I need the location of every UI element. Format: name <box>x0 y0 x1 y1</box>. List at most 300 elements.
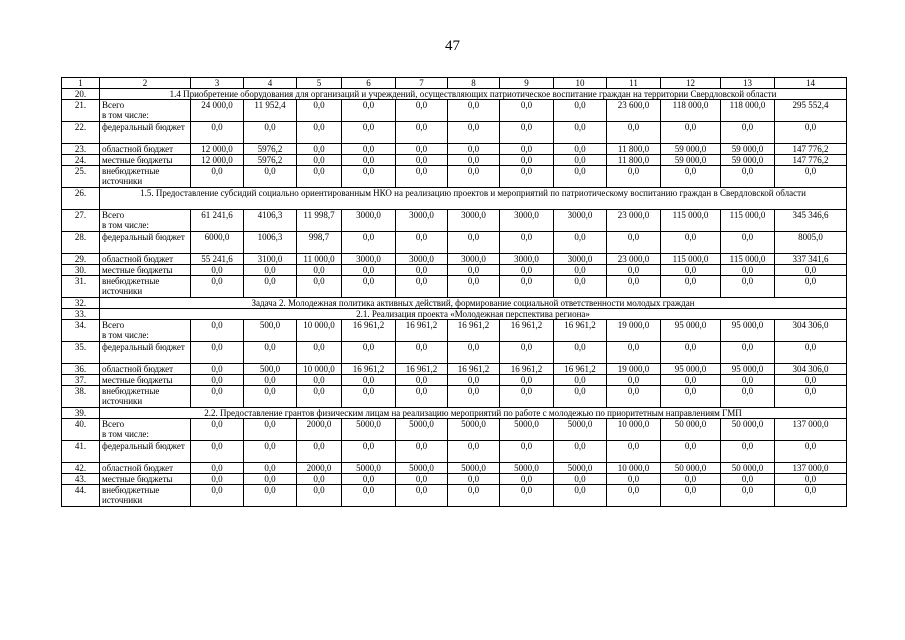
value-cell: 0,0 <box>661 232 721 254</box>
row-number: 39. <box>62 408 100 419</box>
value-cell: 0,0 <box>297 155 342 166</box>
value-cell: 0,0 <box>448 144 500 155</box>
value-cell: 0,0 <box>396 276 448 298</box>
value-cell: 0,0 <box>607 485 661 507</box>
value-cell: 0,0 <box>396 386 448 408</box>
value-cell: 0,0 <box>191 419 244 441</box>
value-cell: 2000,0 <box>297 463 342 474</box>
table-row <box>62 254 847 265</box>
value-cell: 3100,0 <box>244 254 297 265</box>
value-cell: 304 306,0 <box>775 320 847 342</box>
value-cell: 0,0 <box>396 474 448 485</box>
row-number: 33. <box>62 309 100 320</box>
value-cell: 337 341,6 <box>775 254 847 265</box>
value-cell: 0,0 <box>396 155 448 166</box>
header-cell: 13 <box>721 78 775 89</box>
row-label: местные бюджеты <box>100 265 191 276</box>
value-cell: 16 961,2 <box>500 320 554 342</box>
value-cell: 0,0 <box>191 276 244 298</box>
value-cell: 0,0 <box>342 441 396 463</box>
value-cell: 0,0 <box>775 166 847 188</box>
row-number: 26. <box>62 188 100 210</box>
header-cell: 5 <box>297 78 342 89</box>
value-cell: 118 000,0 <box>661 100 721 122</box>
value-cell: 8005,0 <box>775 232 847 254</box>
value-cell: 0,0 <box>661 485 721 507</box>
value-cell: 0,0 <box>297 265 342 276</box>
value-cell: 0,0 <box>607 276 661 298</box>
value-cell: 0,0 <box>342 265 396 276</box>
value-cell: 0,0 <box>297 474 342 485</box>
row-label: федеральный бюджет <box>100 342 191 364</box>
value-cell: 0,0 <box>448 386 500 408</box>
value-cell: 5976,2 <box>244 144 297 155</box>
value-cell: 2000,0 <box>297 419 342 441</box>
value-cell: 0,0 <box>448 122 500 144</box>
value-cell: 1006,3 <box>244 232 297 254</box>
value-cell: 147 776,2 <box>775 155 847 166</box>
value-cell: 137 000,0 <box>775 463 847 474</box>
value-cell: 0,0 <box>191 265 244 276</box>
row-number: 37. <box>62 375 100 386</box>
value-cell: 0,0 <box>396 441 448 463</box>
row-label: местные бюджеты <box>100 474 191 485</box>
row-number: 40. <box>62 419 100 441</box>
value-cell: 0,0 <box>297 100 342 122</box>
value-cell: 0,0 <box>342 144 396 155</box>
value-cell: 0,0 <box>191 441 244 463</box>
value-cell: 23 000,0 <box>607 254 661 265</box>
table-row <box>62 320 847 342</box>
page-number: 47 <box>445 38 460 54</box>
value-cell: 0,0 <box>244 122 297 144</box>
value-cell: 5000,0 <box>342 463 396 474</box>
value-cell: 500,0 <box>244 364 297 375</box>
value-cell: 0,0 <box>661 265 721 276</box>
value-cell: 0,0 <box>448 276 500 298</box>
row-number: 27. <box>62 210 100 232</box>
value-cell: 23 000,0 <box>607 210 661 232</box>
value-cell: 0,0 <box>721 122 775 144</box>
row-number: 21. <box>62 100 100 122</box>
value-cell: 0,0 <box>244 419 297 441</box>
row-number: 22. <box>62 122 100 144</box>
value-cell: 4106,3 <box>244 210 297 232</box>
value-cell: 0,0 <box>607 166 661 188</box>
section-row <box>62 309 847 320</box>
value-cell: 0,0 <box>191 485 244 507</box>
value-cell: 0,0 <box>396 342 448 364</box>
value-cell: 0,0 <box>244 342 297 364</box>
section-title: 2.2. Предоставление грантов физическим лицам на реализацию мероприятий по работе с молодежью по приоритетным направлениям ГМП <box>100 408 847 419</box>
value-cell: 0,0 <box>721 276 775 298</box>
value-cell: 0,0 <box>721 232 775 254</box>
value-cell: 0,0 <box>396 144 448 155</box>
section-title: 1.4 Приобретение оборудования для организаций и учреждений, осуществляющих патриотическое воспитание граждан на территории Свердловской области <box>100 89 847 100</box>
value-cell: 0,0 <box>297 485 342 507</box>
value-cell: 115 000,0 <box>721 254 775 265</box>
value-cell: 5000,0 <box>448 463 500 474</box>
value-cell: 11 998,7 <box>297 210 342 232</box>
value-cell: 50 000,0 <box>721 463 775 474</box>
value-cell: 0,0 <box>342 232 396 254</box>
value-cell: 0,0 <box>191 386 244 408</box>
value-cell: 0,0 <box>342 375 396 386</box>
value-cell: 3000,0 <box>342 254 396 265</box>
value-cell: 0,0 <box>297 441 342 463</box>
value-cell: 3000,0 <box>448 210 500 232</box>
value-cell: 0,0 <box>554 122 607 144</box>
value-cell: 0,0 <box>607 342 661 364</box>
value-cell: 0,0 <box>500 144 554 155</box>
section-title: 1.5. Предоставление субсидий социально ориентированным НКО на реализацию проектов и мероприятий по патриотическому воспитанию граждан в Свердловской области <box>100 188 847 210</box>
value-cell: 0,0 <box>448 155 500 166</box>
value-cell: 0,0 <box>342 485 396 507</box>
section-title: Задача 2. Молодежная политика активных действий, формирование социальной ответственности молодых граждан <box>100 298 847 309</box>
value-cell: 0,0 <box>500 155 554 166</box>
value-cell: 0,0 <box>191 320 244 342</box>
value-cell: 0,0 <box>554 474 607 485</box>
row-label: внебюджетные источники <box>100 485 191 507</box>
value-cell: 0,0 <box>721 265 775 276</box>
value-cell: 0,0 <box>396 232 448 254</box>
value-cell: 147 776,2 <box>775 144 847 155</box>
value-cell: 0,0 <box>607 375 661 386</box>
value-cell: 0,0 <box>500 342 554 364</box>
value-cell: 55 241,6 <box>191 254 244 265</box>
table-row <box>62 100 847 122</box>
value-cell: 0,0 <box>396 166 448 188</box>
table-row <box>62 276 847 298</box>
row-number: 25. <box>62 166 100 188</box>
value-cell: 0,0 <box>721 386 775 408</box>
value-cell: 16 961,2 <box>448 320 500 342</box>
value-cell: 10 000,0 <box>297 320 342 342</box>
value-cell: 95 000,0 <box>721 364 775 375</box>
value-cell: 0,0 <box>297 122 342 144</box>
value-cell: 0,0 <box>721 474 775 485</box>
value-cell: 0,0 <box>244 485 297 507</box>
value-cell: 10 000,0 <box>607 419 661 441</box>
row-number: 34. <box>62 320 100 342</box>
value-cell: 0,0 <box>342 474 396 485</box>
value-cell: 304 306,0 <box>775 364 847 375</box>
value-cell: 10 000,0 <box>607 463 661 474</box>
header-cell: 9 <box>500 78 554 89</box>
value-cell: 5000,0 <box>396 463 448 474</box>
value-cell: 16 961,2 <box>342 320 396 342</box>
value-cell: 0,0 <box>297 166 342 188</box>
value-cell: 0,0 <box>342 100 396 122</box>
value-cell: 0,0 <box>448 232 500 254</box>
value-cell: 0,0 <box>661 474 721 485</box>
table-row <box>62 474 847 485</box>
row-label: федеральный бюджет <box>100 441 191 463</box>
value-cell: 50 000,0 <box>661 419 721 441</box>
value-cell: 0,0 <box>775 485 847 507</box>
value-cell: 0,0 <box>500 265 554 276</box>
value-cell: 16 961,2 <box>396 364 448 375</box>
value-cell: 0,0 <box>554 375 607 386</box>
table-row <box>62 155 847 166</box>
table-row <box>62 144 847 155</box>
value-cell: 0,0 <box>244 375 297 386</box>
row-label: внебюджетные источники <box>100 166 191 188</box>
value-cell: 0,0 <box>721 485 775 507</box>
value-cell: 0,0 <box>554 144 607 155</box>
value-cell: 95 000,0 <box>661 364 721 375</box>
header-cell: 4 <box>244 78 297 89</box>
value-cell: 5000,0 <box>396 419 448 441</box>
value-cell: 115 000,0 <box>721 210 775 232</box>
header-cell: 1 <box>62 78 100 89</box>
value-cell: 0,0 <box>448 474 500 485</box>
value-cell: 0,0 <box>554 386 607 408</box>
value-cell: 0,0 <box>775 276 847 298</box>
value-cell: 11 952,4 <box>244 100 297 122</box>
value-cell: 0,0 <box>661 166 721 188</box>
value-cell: 12 000,0 <box>191 155 244 166</box>
value-cell: 0,0 <box>775 375 847 386</box>
value-cell: 0,0 <box>607 232 661 254</box>
value-cell: 0,0 <box>554 100 607 122</box>
value-cell: 3000,0 <box>554 210 607 232</box>
value-cell: 59 000,0 <box>721 155 775 166</box>
table-row <box>62 122 847 144</box>
value-cell: 11 800,0 <box>607 155 661 166</box>
value-cell: 0,0 <box>607 386 661 408</box>
value-cell: 0,0 <box>500 122 554 144</box>
value-cell: 16 961,2 <box>448 364 500 375</box>
value-cell: 115 000,0 <box>661 210 721 232</box>
row-number: 36. <box>62 364 100 375</box>
row-number: 42. <box>62 463 100 474</box>
value-cell: 0,0 <box>721 342 775 364</box>
value-cell: 23 600,0 <box>607 100 661 122</box>
value-cell: 0,0 <box>607 441 661 463</box>
value-cell: 345 346,6 <box>775 210 847 232</box>
value-cell: 0,0 <box>297 276 342 298</box>
row-label: областной бюджет <box>100 463 191 474</box>
section-title: 2.1. Реализация проекта «Молодежная перспектива региона» <box>100 309 847 320</box>
section-row <box>62 89 847 100</box>
header-cell: 12 <box>661 78 721 89</box>
value-cell: 0,0 <box>721 375 775 386</box>
row-number: 32. <box>62 298 100 309</box>
value-cell: 137 000,0 <box>775 419 847 441</box>
table-row <box>62 166 847 188</box>
table-row <box>62 364 847 375</box>
value-cell: 95 000,0 <box>661 320 721 342</box>
value-cell: 0,0 <box>297 144 342 155</box>
value-cell: 5000,0 <box>500 419 554 441</box>
value-cell: 0,0 <box>396 122 448 144</box>
row-number: 28. <box>62 232 100 254</box>
value-cell: 16 961,2 <box>500 364 554 375</box>
value-cell: 0,0 <box>191 474 244 485</box>
section-row <box>62 188 847 210</box>
value-cell: 0,0 <box>500 100 554 122</box>
value-cell: 0,0 <box>342 342 396 364</box>
value-cell: 0,0 <box>396 375 448 386</box>
value-cell: 0,0 <box>448 100 500 122</box>
row-label: Всего в том числе: <box>100 210 191 232</box>
value-cell: 0,0 <box>775 386 847 408</box>
table-row <box>62 375 847 386</box>
value-cell: 0,0 <box>342 166 396 188</box>
value-cell: 0,0 <box>244 463 297 474</box>
table-row <box>62 232 847 254</box>
row-number: 24. <box>62 155 100 166</box>
value-cell: 500,0 <box>244 320 297 342</box>
value-cell: 0,0 <box>191 364 244 375</box>
value-cell: 0,0 <box>244 166 297 188</box>
value-cell: 0,0 <box>500 441 554 463</box>
value-cell: 0,0 <box>554 155 607 166</box>
table-row <box>62 463 847 474</box>
value-cell: 0,0 <box>244 265 297 276</box>
value-cell: 24 000,0 <box>191 100 244 122</box>
value-cell: 0,0 <box>297 386 342 408</box>
value-cell: 0,0 <box>244 276 297 298</box>
value-cell: 0,0 <box>244 441 297 463</box>
value-cell: 5000,0 <box>554 419 607 441</box>
value-cell: 0,0 <box>554 232 607 254</box>
table-row <box>62 342 847 364</box>
value-cell: 0,0 <box>396 485 448 507</box>
value-cell: 95 000,0 <box>721 320 775 342</box>
value-cell: 16 961,2 <box>342 364 396 375</box>
row-number: 43. <box>62 474 100 485</box>
value-cell: 0,0 <box>500 474 554 485</box>
value-cell: 0,0 <box>448 375 500 386</box>
row-label: федеральный бюджет <box>100 122 191 144</box>
value-cell: 118 000,0 <box>721 100 775 122</box>
row-label: областной бюджет <box>100 144 191 155</box>
value-cell: 0,0 <box>721 166 775 188</box>
value-cell: 0,0 <box>554 265 607 276</box>
row-number: 31. <box>62 276 100 298</box>
row-number: 30. <box>62 265 100 276</box>
row-number: 44. <box>62 485 100 507</box>
value-cell: 0,0 <box>775 122 847 144</box>
value-cell: 5000,0 <box>500 463 554 474</box>
value-cell: 115 000,0 <box>661 254 721 265</box>
row-number: 20. <box>62 89 100 100</box>
value-cell: 0,0 <box>191 342 244 364</box>
value-cell: 0,0 <box>661 276 721 298</box>
value-cell: 0,0 <box>607 474 661 485</box>
table-row <box>62 210 847 232</box>
row-label: Всего в том числе: <box>100 320 191 342</box>
value-cell: 0,0 <box>191 375 244 386</box>
table-row <box>62 419 847 441</box>
value-cell: 3000,0 <box>448 254 500 265</box>
value-cell: 16 961,2 <box>554 320 607 342</box>
value-cell: 0,0 <box>661 122 721 144</box>
value-cell: 0,0 <box>396 265 448 276</box>
value-cell: 3000,0 <box>500 254 554 265</box>
value-cell: 5000,0 <box>448 419 500 441</box>
row-label: местные бюджеты <box>100 375 191 386</box>
row-number: 41. <box>62 441 100 463</box>
header-cell: 3 <box>191 78 244 89</box>
value-cell: 0,0 <box>244 386 297 408</box>
table-body <box>62 89 847 507</box>
value-cell: 0,0 <box>661 342 721 364</box>
budget-table <box>61 77 847 507</box>
value-cell: 0,0 <box>448 485 500 507</box>
value-cell: 0,0 <box>554 276 607 298</box>
value-cell: 0,0 <box>448 441 500 463</box>
value-cell: 0,0 <box>396 100 448 122</box>
value-cell: 3000,0 <box>396 210 448 232</box>
value-cell: 59 000,0 <box>661 144 721 155</box>
value-cell: 0,0 <box>775 265 847 276</box>
value-cell: 0,0 <box>661 375 721 386</box>
value-cell: 0,0 <box>607 265 661 276</box>
section-row <box>62 298 847 309</box>
header-cell: 6 <box>342 78 396 89</box>
header-cell: 2 <box>100 78 191 89</box>
header-cell: 11 <box>607 78 661 89</box>
value-cell: 0,0 <box>554 485 607 507</box>
value-cell: 10 000,0 <box>297 364 342 375</box>
value-cell: 0,0 <box>554 166 607 188</box>
table-row <box>62 386 847 408</box>
value-cell: 0,0 <box>342 386 396 408</box>
value-cell: 0,0 <box>448 166 500 188</box>
value-cell: 0,0 <box>500 375 554 386</box>
value-cell: 0,0 <box>554 342 607 364</box>
value-cell: 0,0 <box>448 265 500 276</box>
value-cell: 0,0 <box>775 342 847 364</box>
header-row <box>62 78 847 89</box>
value-cell: 5000,0 <box>554 463 607 474</box>
value-cell: 0,0 <box>342 155 396 166</box>
value-cell: 3000,0 <box>554 254 607 265</box>
row-label: местные бюджеты <box>100 155 191 166</box>
row-label: областной бюджет <box>100 254 191 265</box>
value-cell: 0,0 <box>554 441 607 463</box>
value-cell: 0,0 <box>191 166 244 188</box>
value-cell: 998,7 <box>297 232 342 254</box>
value-cell: 3000,0 <box>342 210 396 232</box>
value-cell: 0,0 <box>661 441 721 463</box>
row-label: Всего в том числе: <box>100 100 191 122</box>
value-cell: 6000,0 <box>191 232 244 254</box>
value-cell: 11 800,0 <box>607 144 661 155</box>
value-cell: 0,0 <box>500 276 554 298</box>
value-cell: 59 000,0 <box>661 155 721 166</box>
table-row <box>62 441 847 463</box>
value-cell: 59 000,0 <box>721 144 775 155</box>
row-label: Всего в том числе: <box>100 419 191 441</box>
row-label: внебюджетные источники <box>100 276 191 298</box>
value-cell: 0,0 <box>721 441 775 463</box>
value-cell: 11 000,0 <box>297 254 342 265</box>
value-cell: 61 241,6 <box>191 210 244 232</box>
row-label: областной бюджет <box>100 364 191 375</box>
value-cell: 0,0 <box>191 122 244 144</box>
row-label: федеральный бюджет <box>100 232 191 254</box>
value-cell: 16 961,2 <box>554 364 607 375</box>
header-cell: 7 <box>396 78 448 89</box>
value-cell: 295 552,4 <box>775 100 847 122</box>
value-cell: 0,0 <box>500 232 554 254</box>
row-number: 23. <box>62 144 100 155</box>
value-cell: 0,0 <box>297 342 342 364</box>
